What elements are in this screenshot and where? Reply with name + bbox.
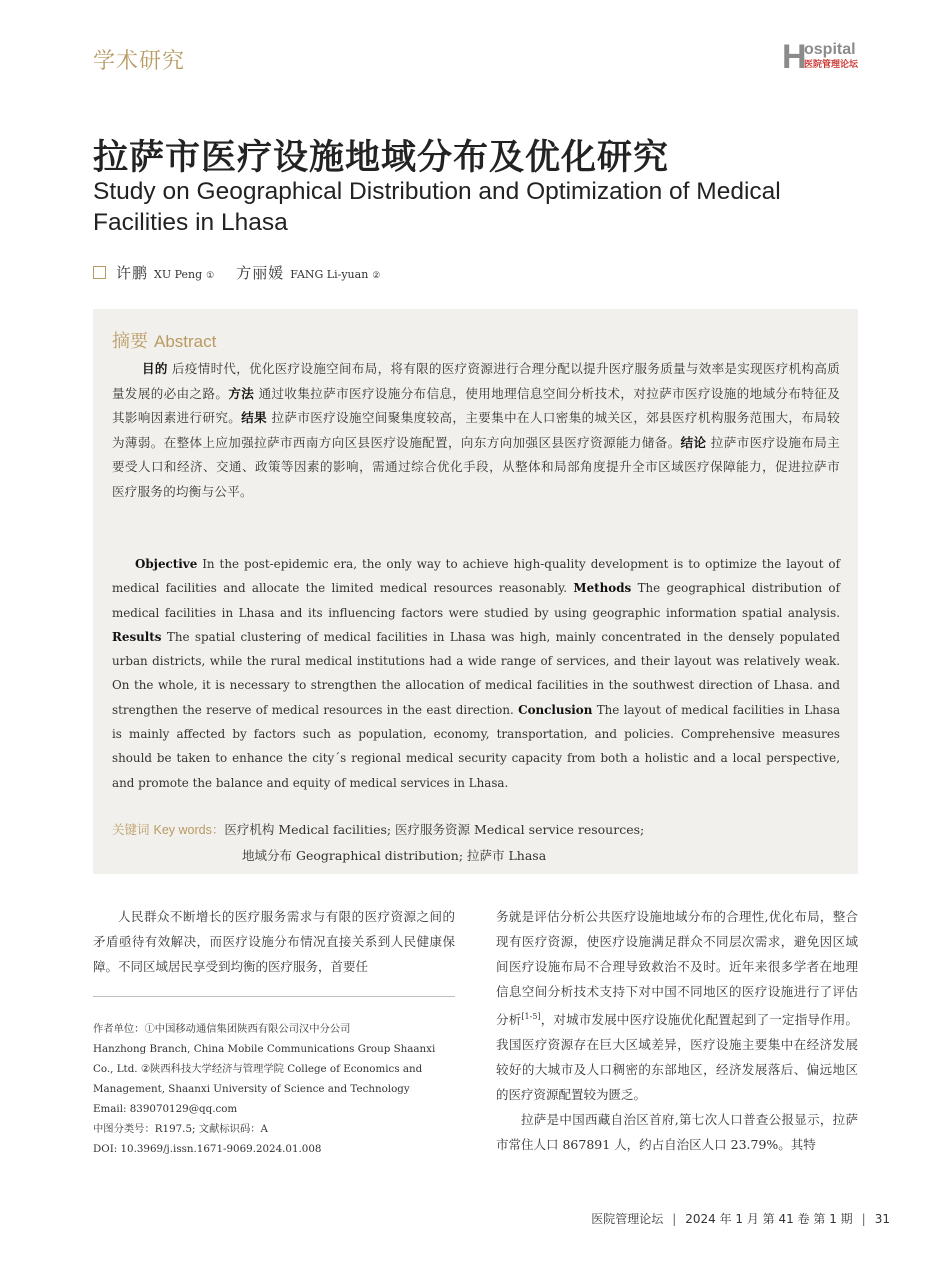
methods-label-cn: 方法: [228, 385, 255, 401]
section-label: 学术研究: [93, 49, 186, 74]
abstract-heading-en: Abstract: [154, 332, 217, 351]
citation-ref: [1-5]: [521, 1012, 541, 1021]
doi: DOI: 10.3969/j.issn.1671-9069.2024.01.008: [93, 1143, 322, 1155]
footer-journal: 医院管理论坛: [591, 1212, 664, 1226]
objective-label-cn: 目的: [142, 361, 168, 376]
abstract-heading: [112, 327, 216, 353]
affiliation-line-2: Hanzhong Branch, China Mobile Communications Group Shaanxi Co., Ltd. ②陕西科技大学经济与管理学院 College of Economics and Management, Shaanxi University of Science and Technology: [93, 1043, 436, 1095]
results-label-cn: 结果: [241, 410, 268, 425]
objective-text-en: In the post-epidemic era, the only way to achieve high-quality development is to optimize the layout of medical facilities and allocate the limited medical resources reasonably.: [112, 557, 840, 596]
author-list: [93, 262, 402, 283]
author-2-en: FANG Li-yuan: [290, 268, 369, 281]
logo-subtitle: 医院管理论坛: [804, 60, 859, 70]
title-english: Study on Geographical Distribution and Optimization of Medical Facilities in Lhasa: [93, 178, 781, 236]
abstract-chinese: [112, 357, 840, 504]
abstract-heading-cn: 摘要: [112, 331, 148, 352]
footer-issue: 2024 年 1 月 第 41 卷 第 1 期: [685, 1212, 853, 1226]
keywords-label-cn: 关键词: [112, 822, 150, 837]
objective-text-cn: 后疫情时代，优化医疗设施空间布局，将有限的医疗资源进行合理分配以提升医疗服务质量与效率是实现医疗机构高质量发展的必由之路。: [112, 361, 840, 401]
body-left-paragraph: 人民群众不断增长的医疗服务需求与有限的医疗资源之间的矛盾亟待有效解决，而医疗设施分布情况直接关系到人民健康保障。不同区域居民享受到均衡的医疗服务，首要任: [93, 909, 455, 974]
methods-text-en: The geographical distribution of medical facilities in Lhasa and its influencing factors were studied by using geographic information spatial analysis.: [112, 581, 840, 620]
logo-letter: H: [782, 38, 807, 76]
logo-word: ospital: [804, 41, 856, 58]
affiliation-block: [93, 1019, 455, 1159]
journal-logo: [782, 40, 862, 76]
keywords-text-2: 地域分布 Geographical distribution; 拉萨市 Lhasa: [242, 848, 547, 863]
footnote-divider: [93, 996, 455, 997]
conclusion-label-en: Conclusion: [518, 702, 593, 717]
footer-page-number: 31: [874, 1212, 890, 1226]
square-icon: [93, 266, 106, 279]
page-footer: [591, 1210, 890, 1227]
keywords: [112, 817, 852, 869]
body-right-column: [496, 904, 858, 1157]
results-text-cn: 拉萨市医疗设施空间聚集度较高，主要集中在人口密集的城关区，郊县医疗机构服务范围大，布局较为薄弱。在整体上应加强拉萨市西南方向区县医疗设施配置，向东方向加强区县医疗资源能力储备。: [112, 410, 840, 450]
methods-label-en: Methods: [573, 581, 632, 596]
footer-separator: |: [672, 1212, 677, 1226]
body-right-text-1a: 务就是评估分析公共医疗设施地域分布的合理性,优化布局，整合现有医疗资源，使医疗设施满足群众不同层次需求，避免因区域间医疗设施布局不合理导致救治不及时。近年来很多学者在地理信息空间分析技术支持下对中国不同地区的医疗设施进行了评估分析: [496, 909, 858, 1028]
affiliation-line-1: 作者单位：①中国移动通信集团陕西有限公司汉中分公司: [93, 1023, 351, 1035]
results-label-en: Results: [112, 629, 162, 644]
author-1-cn: 许鹏: [116, 264, 149, 282]
abstract-english: [112, 552, 840, 795]
keywords-label-en: Key words：: [153, 823, 225, 837]
email: Email: 839070129@qq.com: [93, 1103, 238, 1115]
author-2-cn: 方丽媛: [236, 264, 285, 282]
body-right-text-1b: ，对城市发展中医疗设施优化配置起到了一定指导作用。我国医疗资源存在巨大区域差异，医疗设施主要集中在经济发展较好的大城市及人口稠密的东部地区，经济发展落后、偏远地区的医疗资源配置较为匮乏。: [496, 1012, 858, 1103]
footer-separator: |: [861, 1212, 866, 1226]
keywords-line-1: [112, 817, 852, 843]
body-right-paragraph-2: 拉萨是中国西藏自治区首府,第七次人口普查公报显示，拉萨市常住人口 867891 人，约占自治区人口 23.79%。其特: [496, 1112, 858, 1153]
results-text-en: The spatial clustering of medical facilities in Lhasa was high, mainly concentrated in the densely populated urban districts, while the rural medical institutions had a wide range of services, and their layout was relatively weak. On the whole, it is necessary to strengthen the allocation of medical facilities in the southwest direction of Lhasa. and strengthen the reserve of medical resources in the east direction.: [112, 629, 840, 717]
classification: 中图分类号：R197.5; 文献标识码：A: [93, 1123, 268, 1135]
conclusion-text-en: The layout of medical facilities in Lhasa is mainly affected by factors such as population, economy, transportation, and policies. Comprehensive measures should be taken to enhance the city´s regional medical security capacity from both a holistic and a local perspective, and promote the balance and equity of medical services in Lhasa.: [112, 702, 841, 790]
keywords-text-1: 医疗机构 Medical facilities; 医疗服务资源 Medical service resources;: [224, 822, 645, 837]
conclusion-text-cn: 拉萨市医疗设施布局主要受人口和经济、交通、政策等因素的影响，需通过综合优化手段，从整体和局部角度提升全市区域医疗保障能力，促进拉萨市医疗服务的均衡与公平。: [112, 434, 840, 499]
author-2-mark: ②: [372, 271, 381, 281]
conclusion-label-cn: 结论: [680, 434, 707, 450]
methods-text-cn: 通过收集拉萨市医疗设施分布信息，使用地理信息空间分析技术，对拉萨市医疗设施的地域分布特征及其影响因素进行研究。: [112, 385, 840, 425]
body-right-paragraph-1: [496, 904, 858, 1107]
title-chinese: 拉萨市医疗设施地域分布及优化研究: [93, 138, 670, 178]
objective-label-en: Objective: [135, 557, 198, 571]
keywords-label: [112, 822, 224, 837]
author-1-en: XU Peng: [154, 268, 203, 281]
author-1-mark: ①: [206, 271, 215, 281]
